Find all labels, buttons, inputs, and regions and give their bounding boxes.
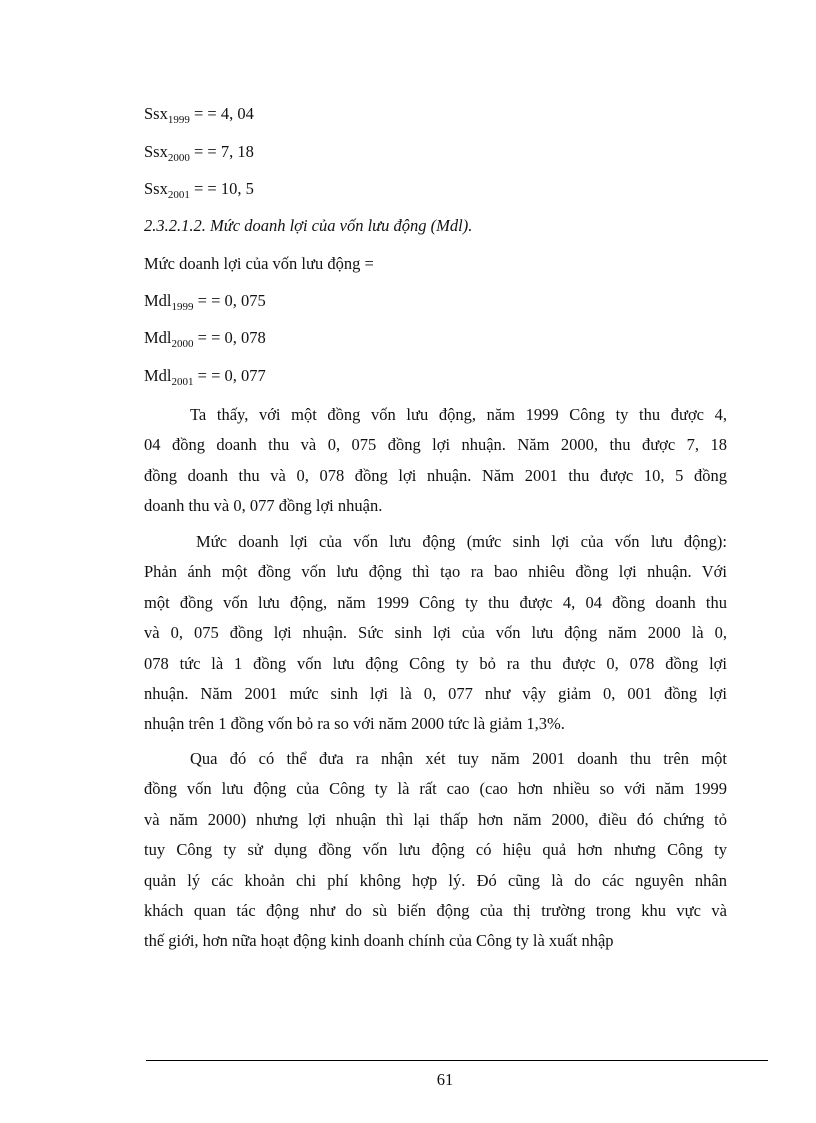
- formula-mdl-1999: Mdl$_{1999}$ = = 0, 075: [144, 291, 266, 313]
- paragraph-line: 078 tức là 1 đồng vốn lưu động Công ty bỏ ra thu được 0, 078 đồng lợi: [144, 653, 727, 673]
- paragraph-line: Qua đó có thể đưa ra nhận xét tuy năm 2001 doanh thu trên một: [190, 749, 727, 768]
- paragraph-line: một đồng vốn lưu động, năm 1999 Công ty thu được 4, 04 đồng doanh thu: [144, 592, 727, 612]
- paragraph-line: Mức doanh lợi của vốn lưu động (mức sinh lợi của vốn lưu động):: [196, 532, 727, 551]
- paragraph-line: quản lý các khoản chi phí không hợp lý. Đó cũng là do các nguyên nhân: [144, 870, 727, 890]
- paragraph-line: đồng vốn lưu động của Công ty là rất cao (cao hơn nhiều so với năm 1999: [144, 779, 727, 799]
- section-heading: 2.3.2.1.2. Mức doanh lợi của vốn lưu động (Mdl).: [144, 216, 473, 235]
- paragraph-line: và 0, 075 đồng lợi nhuận. Sức sinh lợi của vốn lưu động năm 2000 là 0,: [144, 623, 727, 643]
- paragraph-line: nhuận. Năm 2001 mức sinh lợi là 0, 077 như vậy giảm 0, 001 đồng lợi: [144, 683, 727, 703]
- formula-mdl-2001: Mdl$_{2001}$ = = 0, 077: [144, 366, 266, 388]
- formula-ssx-1999: Ssx$_{1999}$ = = 4, 04: [144, 104, 254, 126]
- paragraph-line: nhuận trên 1 đồng vốn bỏ ra so với năm 2000 tức là giảm 1,3%.: [144, 714, 565, 734]
- paragraph-line: doanh thu và 0, 077 đồng lợi nhuận.: [144, 496, 383, 516]
- paragraph-line: Ta thấy, với một đồng vốn lưu động, năm 1999 Công ty thu được 4,: [190, 405, 727, 424]
- formula-ssx-2001: Ssx$_{2001}$ = = 10, 5: [144, 179, 254, 201]
- paragraph-1: [144, 400, 727, 522]
- paragraph-line: đồng doanh thu và 0, 078 đồng lợi nhuận. Năm 2001 thu được 10, 5 đồng: [144, 465, 727, 485]
- page-number: 61: [436, 1070, 454, 1089]
- paragraph-line: thế giới, hơn nữa hoạt động kinh doanh chính của Công ty là xuất nhập: [144, 931, 614, 951]
- paragraph-line: Phản ánh một đồng vốn lưu động thì tạo ra bao nhiêu đồng lợi nhuận. Với: [144, 562, 727, 582]
- formula-ssx-2000: Ssx$_{2000}$ = = 7, 18: [144, 142, 254, 164]
- paragraph-2: [144, 527, 727, 740]
- paragraph-line: tuy Công ty sử dụng đồng vốn lưu động có hiệu quả hơn nhưng Công ty: [144, 840, 727, 860]
- formula-mdl-2000: Mdl$_{2000}$ = = 0, 078: [144, 328, 266, 350]
- paragraph-line: khách quan tác động như do sù biến động của thị trường trong khu vực và: [144, 900, 727, 920]
- footer-rule: [146, 1060, 768, 1061]
- paragraph-line: và năm 2000) nhưng lợi nhuận thì lại thấp hơn năm 2000, điều đó chứng tỏ: [144, 809, 727, 829]
- paragraph-line: 04 đồng doanh thu và 0, 075 đồng lợi nhuận. Năm 2000, thu được 7, 18: [144, 435, 727, 455]
- paragraph-3: [144, 744, 727, 957]
- definition-line: Mức doanh lợi của vốn lưu động =: [144, 254, 374, 273]
